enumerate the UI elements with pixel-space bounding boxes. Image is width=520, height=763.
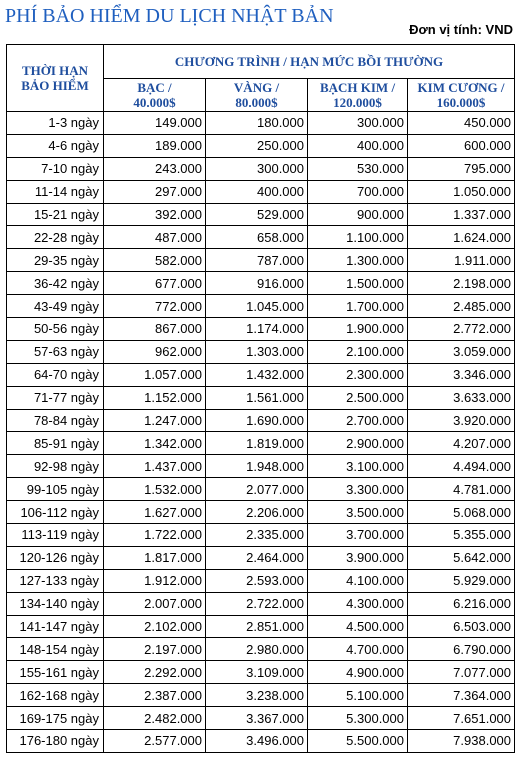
premium-cell: 4.781.000 [408,478,515,501]
period-cell: 162-168 ngày [7,684,104,707]
premium-cell: 582.000 [104,249,206,272]
premium-cell: 3.633.000 [408,386,515,409]
period-cell: 15-21 ngày [7,203,104,226]
premium-cell: 2.980.000 [206,638,308,661]
plan-limit: 40.000$ [133,95,176,110]
premium-cell: 6.216.000 [408,592,515,615]
table-row [7,363,515,386]
premium-cell: 1.722.000 [104,524,206,547]
table-row [7,157,515,180]
column-header-program: CHƯƠNG TRÌNH / HẠN MỨC BỒI THƯỜNG [104,45,515,79]
premium-cell: 5.929.000 [408,569,515,592]
period-cell: 169-175 ngày [7,707,104,730]
premium-cell: 1.152.000 [104,386,206,409]
premium-cell: 2.197.000 [104,638,206,661]
premium-cell: 2.292.000 [104,661,206,684]
premium-cell: 3.109.000 [206,661,308,684]
premium-cell: 3.100.000 [308,455,408,478]
premium-cell: 4.494.000 [408,455,515,478]
premium-cell: 658.000 [206,226,308,249]
premium-cell: 243.000 [104,157,206,180]
table-row [7,203,515,226]
premium-cell: 1.432.000 [206,363,308,386]
premium-cell: 6.790.000 [408,638,515,661]
premium-cell: 5.300.000 [308,707,408,730]
premium-cell: 677.000 [104,272,206,295]
premium-cell: 1.819.000 [206,432,308,455]
period-header-text: THỜI HẠN BẢO HIỂM [21,63,89,93]
premium-cell: 529.000 [206,203,308,226]
premium-cell: 1.050.000 [408,180,515,203]
premium-cell: 3.346.000 [408,363,515,386]
premium-cell: 2.577.000 [104,730,206,753]
premium-cell: 5.642.000 [408,546,515,569]
premium-cell: 3.500.000 [308,501,408,524]
premium-cell: 3.900.000 [308,546,408,569]
period-cell: 36-42 ngày [7,272,104,295]
table-row [7,638,515,661]
premium-cell: 2.102.000 [104,615,206,638]
plan-header-silver [104,79,206,112]
table-row [7,730,515,753]
premium-cell: 2.464.000 [206,546,308,569]
table-row [7,272,515,295]
period-cell: 7-10 ngày [7,157,104,180]
premium-cell: 180.000 [206,112,308,135]
period-cell: 85-91 ngày [7,432,104,455]
period-cell: 29-35 ngày [7,249,104,272]
premium-cell: 4.300.000 [308,592,408,615]
premium-cell: 1.627.000 [104,501,206,524]
premium-cell: 1.948.000 [206,455,308,478]
period-cell: 127-133 ngày [7,569,104,592]
premium-cell: 5.100.000 [308,684,408,707]
premium-cell: 700.000 [308,180,408,203]
premium-cell: 2.335.000 [206,524,308,547]
premium-cell: 2.772.000 [408,318,515,341]
premium-cell: 2.722.000 [206,592,308,615]
premium-cell: 5.500.000 [308,730,408,753]
premium-cell: 2.593.000 [206,569,308,592]
premium-cell: 4.100.000 [308,569,408,592]
plan-name: BẠCH KIM / [319,80,396,95]
period-cell: 106-112 ngày [7,501,104,524]
premium-cell: 4.900.000 [308,661,408,684]
premium-cell: 4.700.000 [308,638,408,661]
table-row [7,546,515,569]
table-row [7,478,515,501]
period-cell: 141-147 ngày [7,615,104,638]
table-row [7,340,515,363]
premium-cell: 7.364.000 [408,684,515,707]
premium-cell: 1.912.000 [104,569,206,592]
premium-cell: 400.000 [308,134,408,157]
premium-cell: 149.000 [104,112,206,135]
premium-cell: 4.500.000 [308,615,408,638]
premium-cell: 1.300.000 [308,249,408,272]
table-row [7,684,515,707]
premium-cell: 530.000 [308,157,408,180]
premium-cell: 189.000 [104,134,206,157]
premium-cell: 787.000 [206,249,308,272]
premium-cell: 392.000 [104,203,206,226]
premium-cell: 2.077.000 [206,478,308,501]
premium-cell: 1.303.000 [206,340,308,363]
premium-cell: 2.500.000 [308,386,408,409]
period-cell: 71-77 ngày [7,386,104,409]
plan-limit: 80.000$ [235,95,278,110]
table-row [7,386,515,409]
period-cell: 155-161 ngày [7,661,104,684]
table-row [7,569,515,592]
premium-cell: 1.057.000 [104,363,206,386]
table-row [7,455,515,478]
plan-limit: 120.000$ [333,95,382,110]
table-row [7,661,515,684]
premium-cell: 2.007.000 [104,592,206,615]
premium-cell: 1.911.000 [408,249,515,272]
table-row [7,226,515,249]
premium-cell: 1.337.000 [408,203,515,226]
plan-limit: 160.000$ [436,95,486,110]
premium-cell: 3.367.000 [206,707,308,730]
premium-cell: 1.174.000 [206,318,308,341]
table-row [7,592,515,615]
premium-cell: 600.000 [408,134,515,157]
period-cell: 113-119 ngày [7,524,104,547]
table-row [7,318,515,341]
plan-name: KIM CƯƠNG / [417,80,505,95]
premium-cell: 1.624.000 [408,226,515,249]
period-cell: 43-49 ngày [7,295,104,318]
premium-cell: 3.238.000 [206,684,308,707]
premium-cell: 2.700.000 [308,409,408,432]
period-cell: 4-6 ngày [7,134,104,157]
premium-cell: 1.561.000 [206,386,308,409]
premium-table [6,44,515,753]
premium-cell: 2.485.000 [408,295,515,318]
premium-cell: 1.045.000 [206,295,308,318]
period-cell: 99-105 ngày [7,478,104,501]
premium-cell: 6.503.000 [408,615,515,638]
premium-cell: 450.000 [408,112,515,135]
plan-header-diamond [408,79,515,112]
premium-cell: 5.355.000 [408,524,515,547]
table-row [7,134,515,157]
table-row [7,409,515,432]
page-title: PHÍ BẢO HIỂM DU LỊCH NHẬT BẢN [5,5,334,27]
table-row [7,501,515,524]
premium-cell: 400.000 [206,180,308,203]
premium-cell: 2.851.000 [206,615,308,638]
premium-cell: 867.000 [104,318,206,341]
period-cell: 1-3 ngày [7,112,104,135]
table-body [7,112,515,753]
plan-name: VÀNG / [233,80,280,95]
premium-cell: 7.077.000 [408,661,515,684]
premium-cell: 3.700.000 [308,524,408,547]
premium-cell: 1.342.000 [104,432,206,455]
table-row [7,180,515,203]
premium-cell: 300.000 [206,157,308,180]
premium-cell: 4.207.000 [408,432,515,455]
premium-cell: 3.920.000 [408,409,515,432]
premium-cell: 1.500.000 [308,272,408,295]
table-row [7,707,515,730]
table-row [7,249,515,272]
period-cell: 64-70 ngày [7,363,104,386]
period-cell: 50-56 ngày [7,318,104,341]
premium-cell: 250.000 [206,134,308,157]
premium-cell: 297.000 [104,180,206,203]
table-row [7,432,515,455]
period-cell: 78-84 ngày [7,409,104,432]
premium-cell: 1.437.000 [104,455,206,478]
premium-cell: 962.000 [104,340,206,363]
premium-cell: 2.198.000 [408,272,515,295]
premium-cell: 3.059.000 [408,340,515,363]
premium-cell: 3.496.000 [206,730,308,753]
premium-cell: 1.817.000 [104,546,206,569]
premium-cell: 5.068.000 [408,501,515,524]
plan-header-platinum [308,79,408,112]
premium-cell: 1.700.000 [308,295,408,318]
premium-cell: 1.247.000 [104,409,206,432]
table-row [7,615,515,638]
period-cell: 134-140 ngày [7,592,104,615]
premium-cell: 2.482.000 [104,707,206,730]
period-cell: 22-28 ngày [7,226,104,249]
premium-cell: 7.651.000 [408,707,515,730]
currency-unit-label: Đơn vị tính: VND [409,22,513,37]
table-row [7,524,515,547]
column-header-period [7,45,104,112]
premium-cell: 916.000 [206,272,308,295]
premium-cell: 7.938.000 [408,730,515,753]
period-cell: 148-154 ngày [7,638,104,661]
premium-cell: 1.100.000 [308,226,408,249]
table-row [7,112,515,135]
premium-cell: 300.000 [308,112,408,135]
period-cell: 176-180 ngày [7,730,104,753]
premium-cell: 2.206.000 [206,501,308,524]
premium-cell: 795.000 [408,157,515,180]
premium-cell: 1.690.000 [206,409,308,432]
premium-cell: 1.900.000 [308,318,408,341]
premium-cell: 772.000 [104,295,206,318]
premium-cell: 2.300.000 [308,363,408,386]
plan-name: BẠC / [137,80,172,95]
premium-cell: 3.300.000 [308,478,408,501]
plan-header-gold [206,79,308,112]
premium-cell: 2.387.000 [104,684,206,707]
period-cell: 92-98 ngày [7,455,104,478]
premium-cell: 900.000 [308,203,408,226]
period-cell: 57-63 ngày [7,340,104,363]
period-cell: 11-14 ngày [7,180,104,203]
period-cell: 120-126 ngày [7,546,104,569]
premium-cell: 2.100.000 [308,340,408,363]
premium-cell: 487.000 [104,226,206,249]
table-row [7,295,515,318]
premium-cell: 1.532.000 [104,478,206,501]
premium-cell: 2.900.000 [308,432,408,455]
